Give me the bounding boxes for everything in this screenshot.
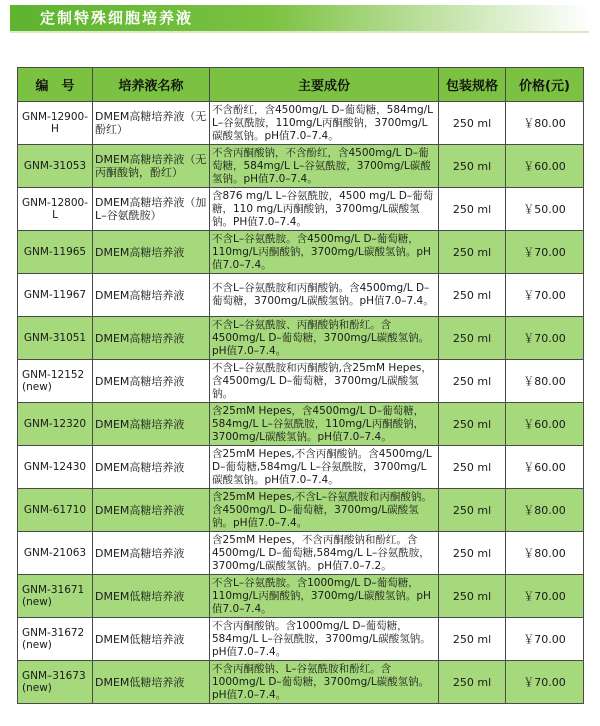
composition-text: 不含L–谷氨酰胺和丙酮酸钠,含25mM Hepes，含4500mg/L D–葡萄糖，3700mg/L碳酸氢钠。 bbox=[210, 360, 439, 403]
product-code-cell bbox=[18, 618, 93, 661]
composition-text: 不含L–谷氨酰胺和丙酮酸钠。含4500mg/L D–葡萄糖，3700mg/L碳酸氢钠。pH值7.0–7.4。 bbox=[210, 274, 439, 317]
package-spec: 250 ml bbox=[439, 489, 506, 532]
package-spec: 250 ml bbox=[439, 274, 506, 317]
price: ￥70.00 bbox=[506, 575, 584, 618]
product-name: DMEM低糖培养液 bbox=[93, 661, 210, 704]
product-name: DMEM低糖培养液 bbox=[93, 575, 210, 618]
package-spec: 250 ml bbox=[439, 618, 506, 661]
product-code: GNM–31673 bbox=[22, 670, 86, 682]
new-tag: (new) bbox=[22, 682, 52, 694]
table-row bbox=[18, 317, 584, 360]
product-name: DMEM高糖培养液 bbox=[93, 403, 210, 446]
table-row bbox=[18, 575, 584, 618]
product-code: GNM-61710 bbox=[23, 504, 87, 516]
product-code: GNM-12152 bbox=[22, 369, 85, 381]
product-name: DMEM高糖培养液 bbox=[93, 231, 210, 274]
product-code: GNM-31051 bbox=[23, 332, 87, 344]
column-header-composition: 主要成份 bbox=[210, 68, 439, 102]
table-row bbox=[18, 360, 584, 403]
product-name: DMEM高糖培养液 bbox=[93, 489, 210, 532]
product-code: GNM-12900-H bbox=[21, 111, 89, 135]
composition-text: 含25mM Hepes,不含L–谷氨酰胺和丙酮酸钠。含4500mg/L D–葡萄糖，3700mg/L碳酸氢钠。pH值7.0–7.4。 bbox=[210, 489, 439, 532]
product-name: DMEM高糖培养液 bbox=[93, 532, 210, 575]
column-header-code: 编 号 bbox=[18, 68, 93, 102]
title-underline bbox=[10, 31, 589, 33]
product-name: DMEM高糖培养液（无丙酮酸钠，酚红） bbox=[93, 145, 210, 188]
product-code: GNM-12430 bbox=[23, 461, 87, 473]
table-row bbox=[18, 231, 584, 274]
price: ￥80.00 bbox=[506, 489, 584, 532]
price: ￥70.00 bbox=[506, 317, 584, 360]
composition-text: 不含丙酮酸钠，不含酚红，含4500mg/L D–葡萄糖，584mg/L L–谷氨酰胺，3700mg/L碳酸氢钠。pH值7.0–7.4。 bbox=[210, 145, 439, 188]
price: ￥80.00 bbox=[506, 360, 584, 403]
column-header-spec: 包装规格 bbox=[439, 68, 506, 102]
product-name: DMEM高糖培养液 bbox=[93, 360, 210, 403]
product-code-cell bbox=[18, 231, 93, 274]
product-code-cell bbox=[18, 102, 93, 145]
new-tag: (new) bbox=[22, 596, 52, 608]
composition-text: 不含丙酮酸钠。含1000mg/L D–葡萄糖，584mg/L L–谷氨酰胺，3700mg/L碳酸氢钠。pH值7.0–7.4。 bbox=[210, 618, 439, 661]
price: ￥60.00 bbox=[506, 403, 584, 446]
composition-text: 不含丙酮酸钠、L–谷氨酰胺和酚红。含1000mg/L D–葡萄糖，3700mg/L碳酸氢钠。pH值7.0–7.4。 bbox=[210, 661, 439, 704]
package-spec: 250 ml bbox=[439, 360, 506, 403]
package-spec: 250 ml bbox=[439, 317, 506, 360]
product-code-cell bbox=[18, 575, 93, 618]
composition-text: 含25mM Hepes,不含丙酮酸钠。含4500mg/L D–葡萄糖,584mg/L L–谷氨酰胺，3700mg/L碳酸氢钠。pH值7.0–7.4。 bbox=[210, 446, 439, 489]
table-body bbox=[18, 102, 584, 704]
column-header-name: 培养液名称 bbox=[93, 68, 210, 102]
composition-text: 含25mM Hepes，含4500mg/L D–葡萄糖，584mg/L L–谷氨酰胺，110mg/L丙酮酸钠，3700mg/L碳酸氢钠。pH值7.0–7.4。 bbox=[210, 403, 439, 446]
product-name: DMEM高糖培养液 bbox=[93, 446, 210, 489]
price: ￥80.00 bbox=[506, 102, 584, 145]
table-row bbox=[18, 532, 584, 575]
table-row bbox=[18, 489, 584, 532]
table-row bbox=[18, 274, 584, 317]
product-code: GNM-31672 bbox=[22, 627, 85, 639]
product-name: DMEM低糖培养液 bbox=[93, 618, 210, 661]
product-table bbox=[17, 67, 584, 704]
product-code: GNM-11965 bbox=[23, 246, 87, 258]
composition-text: 不含L–谷氨酰胺。含1000mg/L D–葡萄糖，110mg/L丙酮酸钠，3700mg/L碳酸氢钠。pH值7.0–7.4。 bbox=[210, 575, 439, 618]
package-spec: 250 ml bbox=[439, 446, 506, 489]
price: ￥80.00 bbox=[506, 532, 584, 575]
product-code-cell bbox=[18, 360, 93, 403]
header-band bbox=[0, 0, 600, 42]
product-code-cell bbox=[18, 188, 93, 231]
package-spec: 250 ml bbox=[439, 661, 506, 704]
product-code: GNM-11967 bbox=[23, 289, 87, 301]
table-row bbox=[18, 102, 584, 145]
composition-text: 不含L–谷氨酰胺、丙酮酸钠和酚红。含4500mg/L D–葡萄糖，3700mg/L碳酸氢钠。pH值7.0–7.4。 bbox=[210, 317, 439, 360]
price: ￥50.00 bbox=[506, 188, 584, 231]
table-row bbox=[18, 145, 584, 188]
product-name: DMEM高糖培养液（加L–谷氨酰胺） bbox=[93, 188, 210, 231]
package-spec: 250 ml bbox=[439, 403, 506, 446]
composition-text: 含876 mg/L L–谷氨酰胺，4500 mg/L D–葡萄糖，110 mg/L丙酮酸钠，3700mg/L碳酸氢钠。PH值7.0–7.4。 bbox=[210, 188, 439, 231]
price: ￥60.00 bbox=[506, 446, 584, 489]
table-row bbox=[18, 188, 584, 231]
product-name: DMEM高糖培养液 bbox=[93, 317, 210, 360]
package-spec: 250 ml bbox=[439, 102, 506, 145]
package-spec: 250 ml bbox=[439, 575, 506, 618]
composition-text: 含25mM Hepes，不含丙酮酸钠和酚红。含4500mg/L D–葡萄糖,584mg/L L–谷氨酰胺，3700mg/L碳酸氢钠。pH值7.0–7.2。 bbox=[210, 532, 439, 575]
product-code-cell bbox=[18, 317, 93, 360]
table-row bbox=[18, 446, 584, 489]
product-code-cell bbox=[18, 274, 93, 317]
product-code-cell bbox=[18, 661, 93, 704]
package-spec: 250 ml bbox=[439, 231, 506, 274]
column-header-price: 价格(元) bbox=[506, 68, 584, 102]
product-code-cell bbox=[18, 446, 93, 489]
product-code-cell bbox=[18, 403, 93, 446]
new-tag: (new) bbox=[22, 381, 52, 393]
product-code-cell bbox=[18, 489, 93, 532]
product-name: DMEM高糖培养液 bbox=[93, 274, 210, 317]
composition-text: 不含L–谷氨酰胺。含4500mg/L D–葡萄糖，110mg/L丙酮酸钠，3700mg/L碳酸氢钠。pH值7.0–7.4。 bbox=[210, 231, 439, 274]
table-header-row bbox=[18, 68, 584, 102]
product-name: DMEM高糖培养液（无酚红） bbox=[93, 102, 210, 145]
table-row bbox=[18, 403, 584, 446]
table-row bbox=[18, 661, 584, 704]
package-spec: 250 ml bbox=[439, 188, 506, 231]
package-spec: 250 ml bbox=[439, 145, 506, 188]
price: ￥70.00 bbox=[506, 231, 584, 274]
product-code: GNM-12320 bbox=[23, 418, 87, 430]
product-code: GNM-31053 bbox=[23, 160, 87, 172]
price: ￥70.00 bbox=[506, 618, 584, 661]
product-code-cell bbox=[18, 145, 93, 188]
product-code-cell bbox=[18, 532, 93, 575]
price: ￥70.00 bbox=[506, 661, 584, 704]
package-spec: 250 ml bbox=[439, 532, 506, 575]
product-code: GNM-21063 bbox=[23, 547, 87, 559]
price: ￥60.00 bbox=[506, 145, 584, 188]
price: ￥70.00 bbox=[506, 274, 584, 317]
page-title: 定制特殊细胞培养液 bbox=[40, 9, 194, 27]
product-code: GNM-12800-L bbox=[21, 197, 89, 221]
product-code: GNM-31671 bbox=[22, 584, 85, 596]
composition-text: 不含酚红，含4500mg/L D–葡萄糖，584mg/L L–谷氨酰胺，110mg/L丙酮酸钠，3700mg/L碳酸氢钠。pH值7.0–7.4。 bbox=[210, 102, 439, 145]
new-tag: (new) bbox=[22, 639, 52, 651]
table-row bbox=[18, 618, 584, 661]
